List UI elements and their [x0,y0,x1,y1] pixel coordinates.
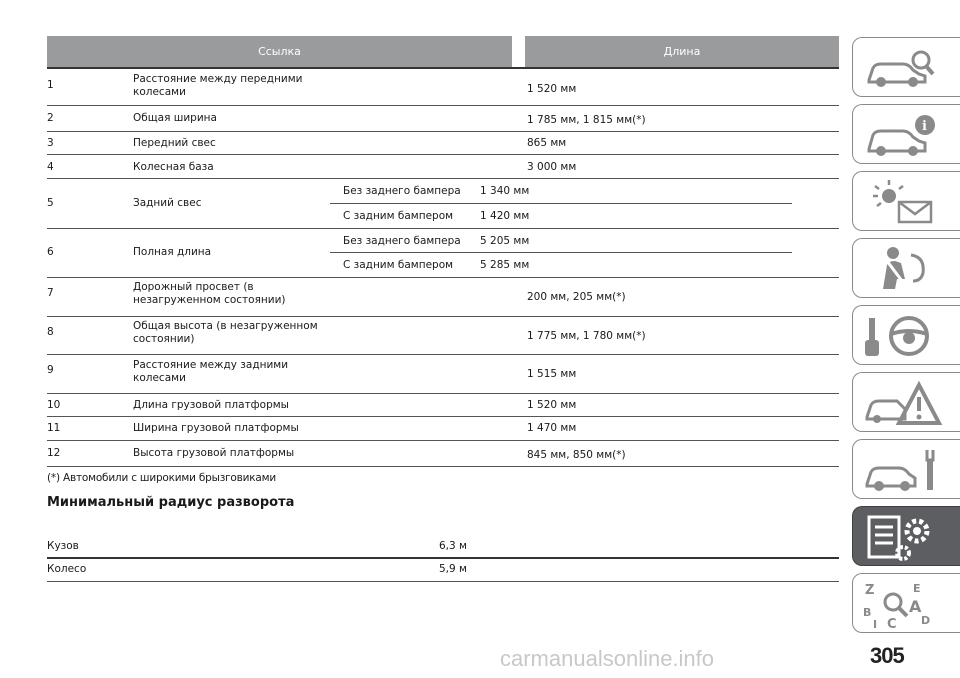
svg-text:I: I [873,618,878,628]
table-header [47,36,839,67]
table-row: 4 Колесная база 3 000 мм [47,155,839,179]
header-reference: Ссылка [47,36,512,67]
tab-index[interactable] [852,573,960,633]
svg-text:A: A [909,597,922,616]
table-row: 9 Расстояние между задними колесами 1 515 мм [47,355,839,394]
tab-warning-lights[interactable] [852,171,960,231]
table-row: 6 Полная длина [47,229,839,278]
seatbelt-airbag-icon [863,245,943,293]
watermark: carmanualsonline.info [500,646,715,671]
car-search-icon [863,44,943,92]
page-number: 305 [870,643,904,668]
svg-text:E: E [913,582,921,595]
tab-starting-driving[interactable] [852,305,960,365]
table-row: Колесо 5,9 м [47,560,839,582]
svg-text:B: B [863,606,872,619]
specifications-gear-icon [863,513,943,561]
svg-text:D: D [921,614,931,627]
tab-emergency[interactable] [852,372,960,432]
table-row: 10 Длина грузовой платформы 1 520 мм [47,394,839,417]
footnote: (*) Автомобили с широкими брызговиками [47,472,276,484]
warning-light-envelope-icon [863,178,943,226]
header-length: Длина [525,36,839,67]
table-row: 11 Ширина грузовой платформы 1 470 мм [47,417,839,441]
table-row: 5 Задний свес [47,179,839,229]
sub-row: С задним бампером 5 285 мм [343,259,530,271]
table-row: 3 Передний свес 865 мм [47,132,839,155]
svg-text:i: i [922,119,927,134]
svg-text:Z: Z [865,583,875,598]
svg-text:C: C [887,617,897,628]
table-row: 7 Дорожный просвет (в незагруженном состоянии) 200 мм, 205 мм(*) [47,278,839,317]
section-title: Минимальный радиус разворота [47,495,295,510]
car-info-icon [863,111,943,159]
table-row: 12 Высота грузовой платформы 845 мм, 850 мм(*) [47,441,839,467]
index-letters-icon [863,580,943,628]
sub-row: С задним бампером 1 420 мм [343,210,530,222]
sub-row: Без заднего бампера 5 205 мм [343,235,530,247]
key-steering-wheel-icon [863,312,943,360]
table-row: 1 Расстояние между передними колесами 1 520 мм [47,69,839,106]
tab-maintenance[interactable] [852,439,960,499]
tab-car-search[interactable] [852,37,960,97]
tab-technical-specifications[interactable] [852,506,960,566]
table-row: 2 Общая ширина 1 785 мм, 1 815 мм(*) [47,106,839,132]
table-row: Кузов 6,3 м [47,537,839,559]
sub-row: Без заднего бампера 1 340 мм [343,185,530,197]
tab-safety[interactable] [852,238,960,298]
car-warning-triangle-icon [863,379,943,427]
table-row: 8 Общая высота (в незагруженном состоянии) 1 775 мм, 1 780 мм(*) [47,317,839,355]
tab-car-info[interactable] [852,104,960,164]
car-wrench-icon [863,446,943,494]
